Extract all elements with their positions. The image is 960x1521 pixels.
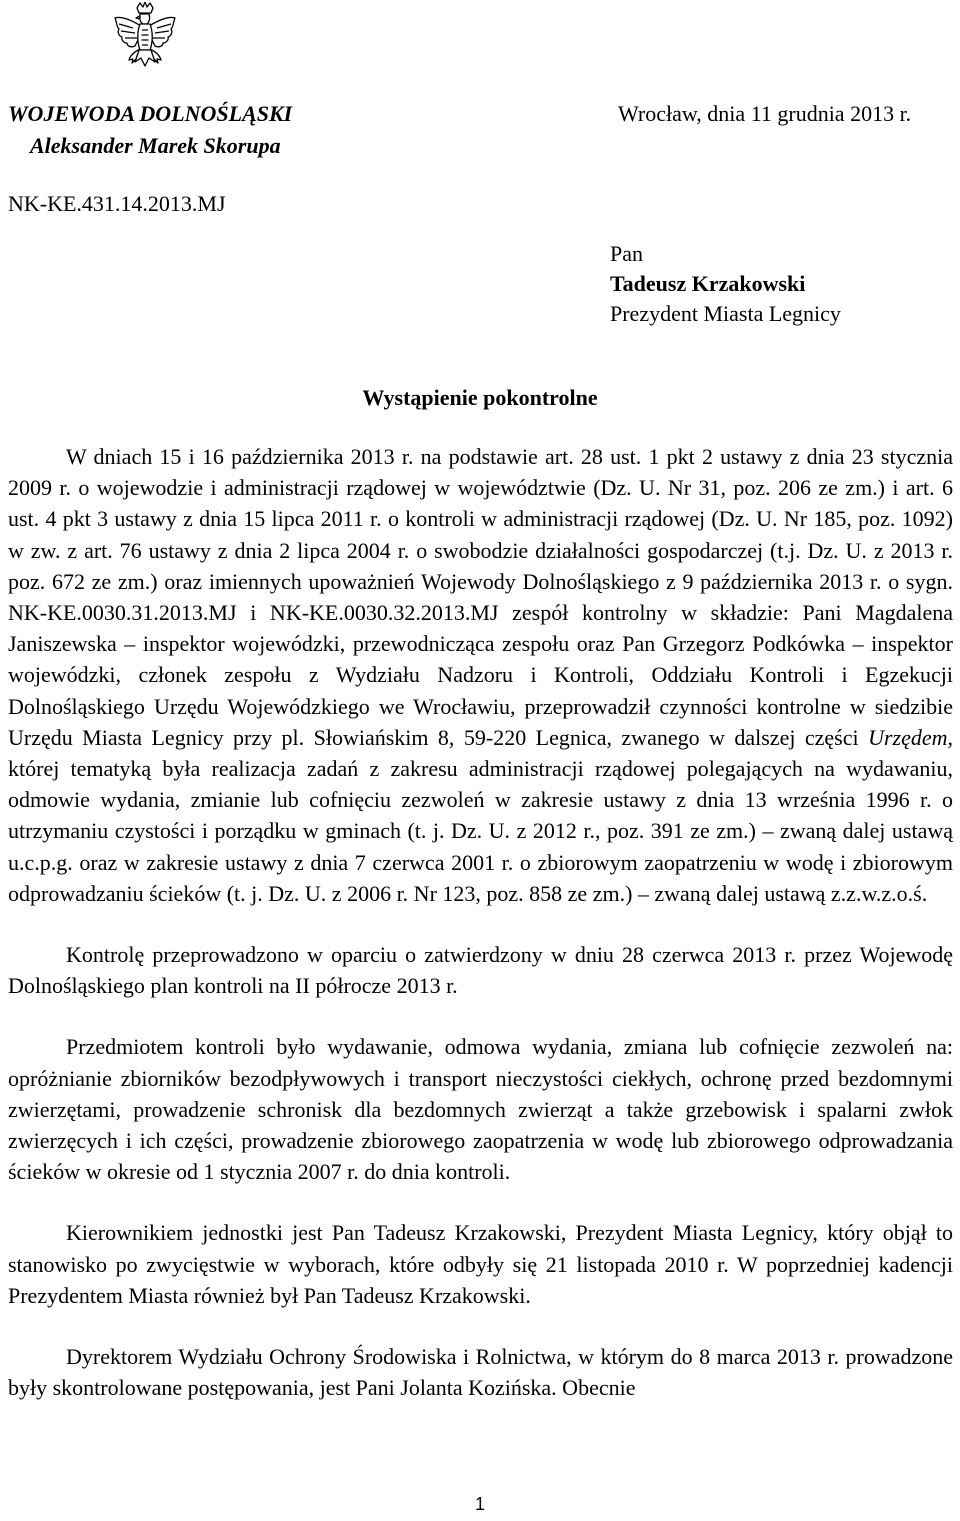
recipient-position: Prezydent Miasta Legnicy — [610, 301, 841, 326]
paragraph-department-director: Dyrektorem Wydziału Ochrony Środowiska i Rolnictwa, w którym do 8 marca 2013 r. prowadzone były skontrolowane postępowania, jest Pani Jolanta Kozińska. Obecnie — [8, 1344, 953, 1401]
sender-name: Aleksander Marek Skorupa — [30, 133, 281, 158]
paragraph-tail: , której tematyką była realizacja zadań z zakresu administracji rządowej polegających na wydawaniu, odmowie wydania, zmianie lub cofnięciu zezwoleń w zakresie ustawy z dnia 13 września 1996 r. o utrzymaniu czystości i porządku w gminach (t. j. Dz. U. z 2012 r., poz. 391 ze zm.) – zwaną dalej ustawą u.c.p.g. oraz w zakresie ustawy z dnia 7 czerwca 2001 r. o zbiorowym zaopatrzeniu w wodę i zbiorowym odprowadzaniu ścieków (t. j. Dz. U. z 2006 r. Nr 123, poz. 858 ze zm.) – zwaną dalej ustawą z.z.w.z.o.ś. — [8, 724, 953, 906]
sender-title: WOJEWODA DOLNOŚLĄSKI — [8, 101, 293, 126]
paragraph-unit-head: Kierownikiem jednostki jest Pan Tadeusz Krzakowski, Prezydent Miasta Legnicy, który objął to stanowisko po zwycięstwie w wyborach, które odbyły się 21 listopada 2010 r. W poprzedniej kadencji Prezydentem Miasta również był Pan Tadeusz Krzakowski. — [8, 1220, 953, 1308]
emphasized-term: Urzędem — [868, 724, 948, 750]
place-date: Wrocław, dnia 11 grudnia 2013 r. — [618, 101, 912, 126]
document-title: Wystąpienie pokontrolne — [362, 385, 598, 410]
recipient-block — [610, 239, 841, 329]
reference-number: NK-KE.431.14.2013.MJ — [8, 191, 226, 216]
sender-block — [8, 98, 292, 162]
paragraph-inspection-subject: Przedmiotem kontroli było wydawanie, odmowa wydania, zmiana lub cofnięcie zezwoleń na: opróżnianie zbiorników bezodpływowych i transport nieczystości ciekłych, ochronę przed bezdomnymi zwierzętami, prowadzenie schronisk dla bezdomnych zwierząt a także grzebowisk i spalarni zwłok zwierzęcych i ich części, prowadzenie zbiorowego zaopatrzenia w wodę lub zbiorowego odprowadzania ścieków w okresie od 1 stycznia 2007 r. do dnia kontroli. — [8, 1034, 953, 1185]
recipient-name: Tadeusz Krzakowski — [610, 271, 806, 296]
polish-eagle-emblem-icon — [113, 2, 177, 74]
recipient-salutation: Pan — [610, 241, 643, 266]
paragraph-inspection-plan: Kontrolę przeprowadzono w oparciu o zatwierdzony w dniu 28 czerwca 2013 r. przez Wojewodę Dolnośląskiego plan kontroli na II półrocze 2013 r. — [8, 942, 953, 999]
page-number: 1 — [474, 1494, 485, 1514]
paragraph-lead: W dniach 15 i 16 października 2013 r. na podstawie art. 28 ust. 1 pkt 2 ustawy z dnia 23 stycznia 2009 r. o wojewodzie i administracji rządowej w województwie (Dz. U. Nr 31, poz. 206 ze zm.) i art. 6 ust. 4 pkt 3 ustawy z dnia 15 lipca 2011 r. o kontroli w administracji rządowej (Dz. U. Nr 185, poz. 1092) w zw. z art. 76 ustawy z dnia 2 lipca 2004 r. o swobodzie działalności gospodarczej (t.j. Dz. U. z 2013 r. poz. 672 ze zm.) oraz imiennych upoważnień Wojewody Dolnośląskiego z 9 października 2013 r. o sygn. NK-KE.0030.31.2013.MJ i NK-KE.0030.32.2013.MJ zespół kontrolny w składzie: Pani Magdalena Janiszewska – inspektor wojewódzki, przewodnicząca zespołu oraz Pan Grzegorz Podkówka – inspektor wojewódzki, członek zespołu z Wydziału Nadzoru i Kontroli, Oddziału Kontroli i Egzekucji Dolnośląskiego Urzędu Wojewódzkiego we Wrocławiu, przeprowadził czynności kontrolne w siedzibie Urzędu Miasta Legnicy przy pl. Słowiańskim 8, 59-220 Legnica, zwanego w dalszej części — [8, 444, 953, 750]
document-body — [8, 441, 953, 1433]
paragraph-inspection-basis — [8, 441, 953, 909]
